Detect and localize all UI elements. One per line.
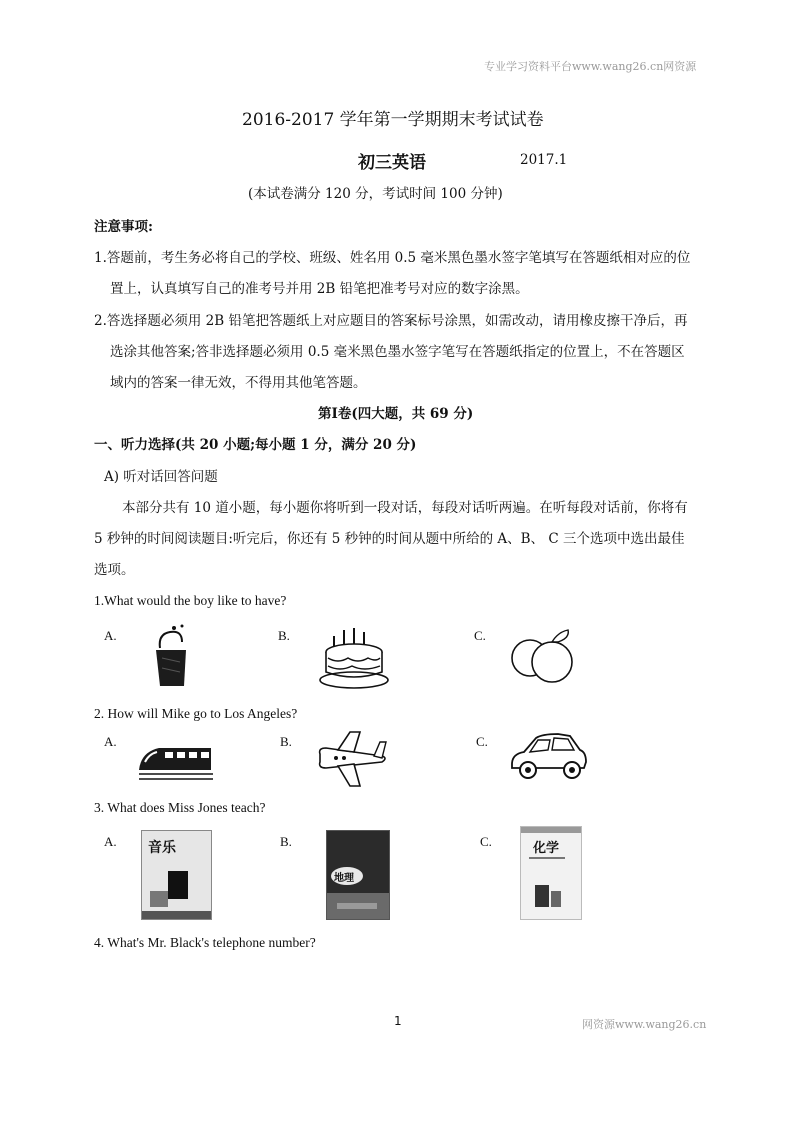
q1-option-b-label: B. [278, 628, 290, 643]
notice-item2-line2: 选涂其他答案;答非选择题必须用 0.5 毫米黑色墨水签字笔写在答题纸指定的位置上，不在答题区 [110, 344, 685, 360]
part-heading: 第Ⅰ卷(四大题，共 69 分) [318, 406, 474, 422]
chemistry-textbook-image [520, 826, 582, 920]
section1-sub-a: A) 听对话回答问题 [104, 469, 218, 485]
exam-title: 2016-2017 学年第一学期期末考试试卷 [242, 110, 544, 130]
q1-option-a-label: A. [104, 628, 117, 643]
q3-option-b-label: B. [280, 834, 292, 849]
notice-item2-line1: 2.答选择题必须用 2B 铅笔把答题纸上对应题目的答案标号涂黑，如需改动，请用橡皮擦干净后，再 [94, 313, 688, 329]
question-2-text: 2. How will Mike go to Los Angeles? [94, 706, 298, 721]
section1-intro-line1: 本部分共有 10 道小题，每小题你将听到一段对话，每段对话听两遍。在听每段对话前，你将有 [122, 500, 688, 516]
question-1-text: 1.What would the boy like to have? [94, 593, 287, 608]
birthday-cake-icon [318, 626, 390, 692]
section1-intro-line2: 5 秒钟的时间阅读题目:听完后，你还有 5 秒钟的时间从题中所给的 A、B、 C 三个选项中选出最佳 [94, 531, 685, 547]
geography-book-title: 地理 [334, 873, 354, 884]
exam-subject: 初三英语 [358, 153, 426, 173]
q3-option-a-label: A. [104, 834, 117, 849]
chemistry-book-title: 化学 [533, 841, 560, 856]
exam-info: (本试卷满分 120 分，考试时间 100 分钟) [248, 186, 503, 202]
car-icon [506, 728, 590, 784]
exam-date: 2017.1 [520, 152, 568, 168]
header-watermark: 专业学习资料平台www.wang26.cn网资源 [484, 60, 697, 73]
q2-option-c-label: C. [476, 734, 488, 749]
page-number: 1 [394, 1014, 402, 1028]
question-4-text: 4. What's Mr. Black's telephone number? [94, 935, 316, 950]
notice-heading: 注意事项: [94, 219, 153, 235]
airplane-icon [316, 728, 388, 790]
oranges-icon [508, 624, 580, 684]
train-icon [135, 740, 215, 784]
question-3-text: 3. What does Miss Jones teach? [94, 800, 266, 815]
section1-intro-line3: 选项。 [94, 562, 135, 578]
section1-heading: 一、听力选择(共 20 小题;每小题 1 分，满分 20 分) [94, 437, 417, 453]
music-textbook-image [141, 830, 212, 920]
q2-option-b-label: B. [280, 734, 292, 749]
q3-option-c-label: C. [480, 834, 492, 849]
notice-item2-line3: 域内的答案一律无效，不得用其他笔答题。 [110, 375, 367, 391]
music-book-title: 音乐 [148, 840, 176, 856]
notice-item1-line2: 置上，认真填写自己的准考号并用 2B 铅笔把准考号对应的数字涂黑。 [110, 281, 529, 297]
notice-item1-line1: 1.答题前，考生务必将自己的学校、班级、姓名用 0.5 毫米黑色墨水签字笔填写在答题纸相对应的位 [94, 250, 691, 266]
q2-option-a-label: A. [104, 734, 117, 749]
geography-textbook-image [326, 830, 390, 920]
drink-cup-icon [150, 622, 195, 690]
footer-watermark: 网资源www.wang26.cn [582, 1018, 707, 1031]
q1-option-c-label: C. [474, 628, 486, 643]
